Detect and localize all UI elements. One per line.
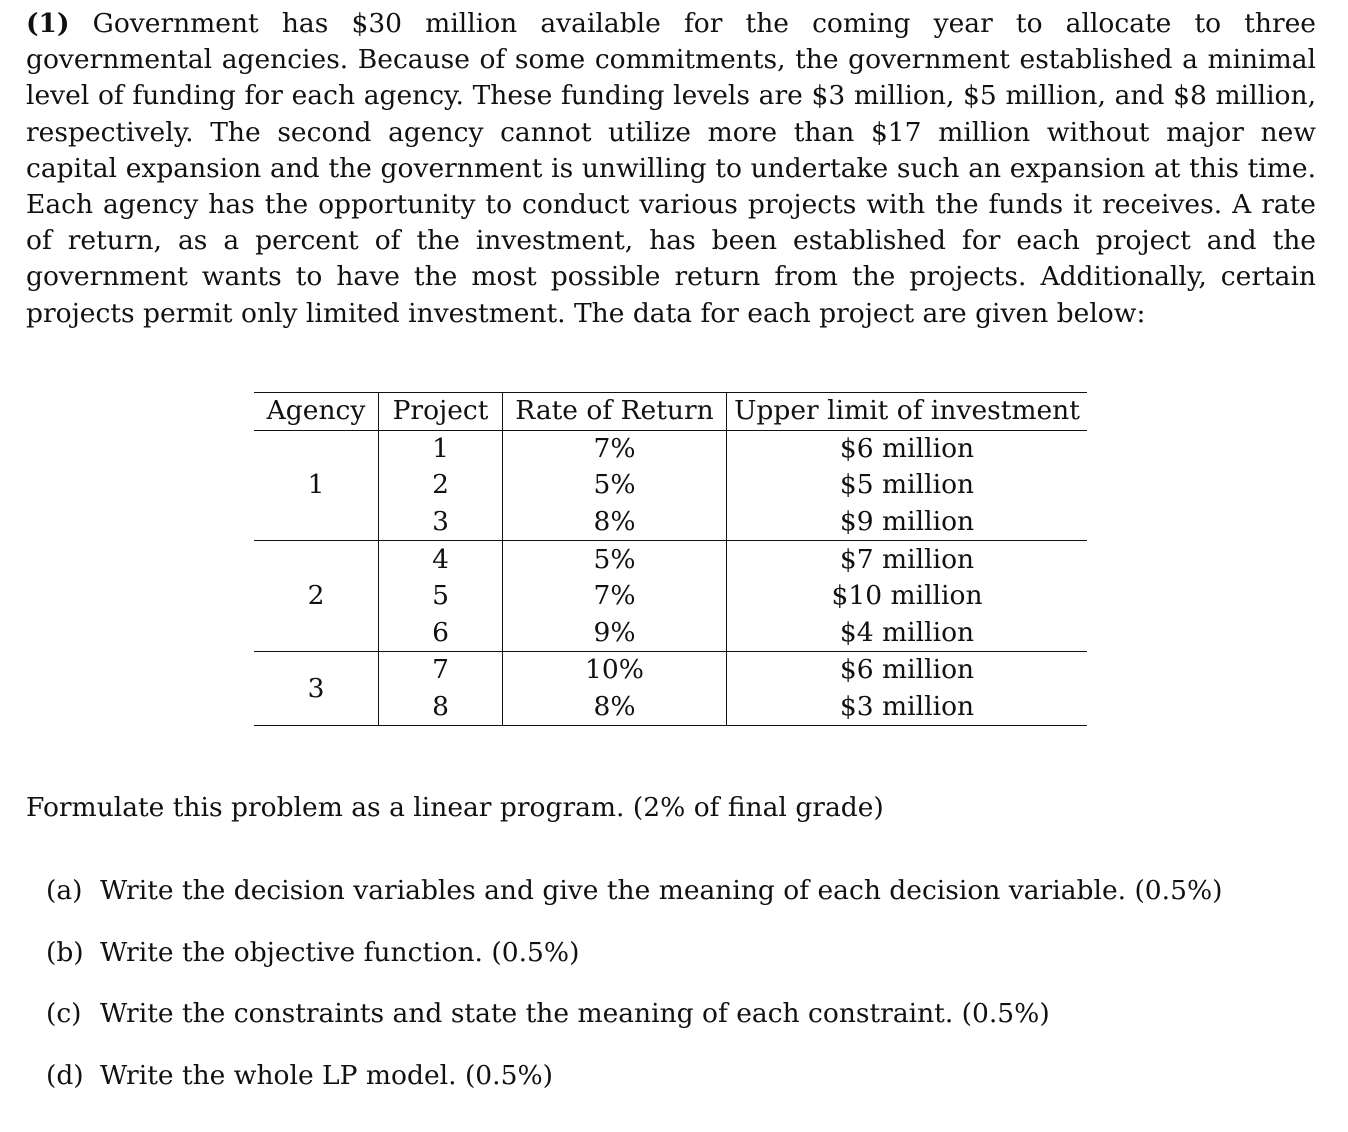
question-parts: [46, 873, 1222, 1119]
project-cell: 8: [379, 689, 503, 726]
limit-cell: $7 million: [839, 543, 975, 575]
rate-cell: 9%: [503, 615, 727, 652]
rate-cell: 5%: [503, 541, 727, 578]
part-text: Write the decision variables and give the meaning of each decision variable. (0.5%): [100, 875, 1223, 906]
table-row: [254, 652, 1087, 689]
question-part-c: [46, 996, 1222, 1058]
project-cell: 1: [379, 430, 503, 467]
part-label: (a): [46, 875, 83, 906]
project-cell: 5: [379, 578, 503, 615]
header-agency: Agency: [254, 393, 379, 431]
question-part-b: [46, 935, 1222, 997]
formulate-instruction: Formulate this problem as a linear program. (2% of final grade): [26, 792, 884, 823]
rate-cell: 5%: [503, 467, 727, 504]
limit-cell: $3 million: [727, 689, 1088, 726]
table-row: [254, 578, 1087, 615]
table-row: [254, 504, 1087, 541]
problem-number: (1): [26, 8, 70, 39]
agency-cell: 1: [254, 430, 379, 541]
limit-cell: $4 million: [727, 615, 1088, 652]
rate-cell: 8%: [503, 504, 727, 541]
rate-cell: 8%: [503, 689, 727, 726]
project-data-table-container: [254, 392, 1087, 726]
limit-cell: $6 million: [839, 432, 975, 464]
limit-cell: $10 million: [831, 580, 983, 612]
table-row: [254, 615, 1087, 652]
rate-cell: 7%: [503, 578, 727, 615]
project-cell: 2: [379, 467, 503, 504]
part-text: Write the constraints and state the meaning of each constraint. (0.5%): [100, 998, 1050, 1029]
limit-cell: $6 million: [839, 654, 975, 686]
table-header-row: [254, 393, 1087, 431]
problem-text: Government has $30 million available for the coming year to allocate to three governmental agencies. Because of some commitments, the government established a minimal level of funding for each agency. These funding levels are $3 million, $5 million, and $8 million, respectively. The second agency cannot utilize more than $17 million without major new capital expansion and the government is unwilling to undertake such an expansion at this time. Each agency has the opportunity to conduct various projects with the funds it receives. A rate of return, as a percent of the investment, has been established for each project and the government wants to have the most possible return from the projects. Additionally, certain projects permit only limited investment. The data for each project are given below:: [26, 8, 1316, 329]
table-row: [254, 689, 1087, 726]
header-upper-limit: Upper limit of investment: [727, 393, 1088, 431]
header-project: Project: [379, 393, 503, 431]
project-cell: 7: [379, 652, 503, 689]
question-part-a: [46, 873, 1222, 935]
table-row: [254, 467, 1087, 504]
project-cell: 6: [379, 615, 503, 652]
part-label: (c): [46, 998, 82, 1029]
limit-cell: $9 million: [727, 504, 1088, 541]
agency-cell: 2: [254, 541, 379, 652]
part-label: (d): [46, 1059, 84, 1091]
rate-cell: 10%: [503, 652, 727, 689]
part-text: Write the whole LP model. (0.5%): [100, 1059, 553, 1091]
question-part-d: [46, 1058, 1222, 1120]
part-label: (b): [46, 936, 84, 968]
project-cell: 4: [379, 541, 503, 578]
part-text: Write the objective function. (0.5%): [100, 936, 580, 968]
limit-cell: $5 million: [839, 469, 975, 501]
header-rate-of-return: Rate of Return: [503, 393, 727, 431]
rate-cell: 7%: [503, 430, 727, 467]
table-row: [254, 541, 1087, 578]
project-data-table: [254, 392, 1087, 726]
table-row: [254, 430, 1087, 467]
project-cell: 3: [379, 504, 503, 541]
problem-statement: [26, 6, 1316, 332]
agency-cell: 3: [254, 652, 379, 726]
